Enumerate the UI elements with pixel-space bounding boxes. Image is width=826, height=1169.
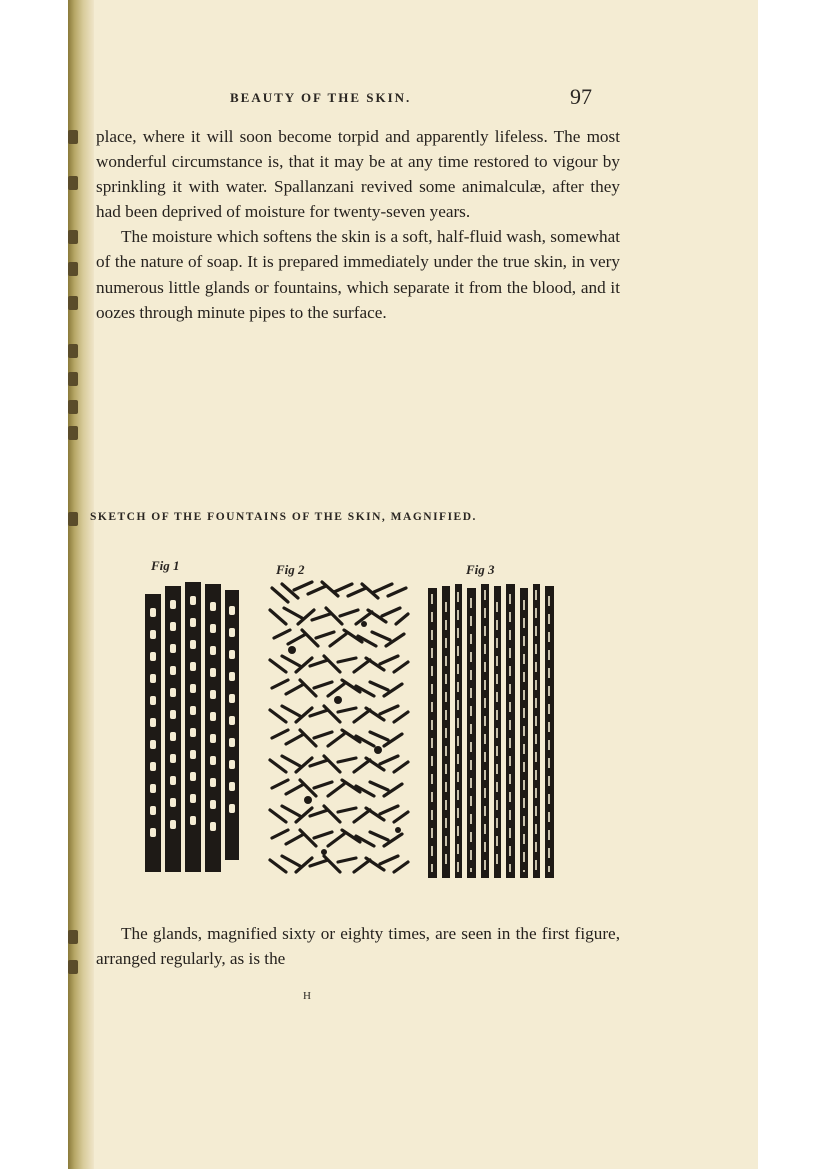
running-head: BEAUTY OF THE SKIN. bbox=[230, 90, 412, 105]
spine-mark bbox=[68, 930, 78, 944]
figure-1-label: Fig 1 bbox=[151, 558, 180, 573]
spine-mark bbox=[68, 426, 78, 440]
spine-mark bbox=[68, 512, 78, 526]
spine-mark bbox=[68, 960, 78, 974]
plate-caption: SKETCH OF THE FOUNTAINS OF THE SKIN, MAGNIFIED. bbox=[90, 511, 477, 523]
figure-1-glands-illustration bbox=[141, 574, 251, 874]
continuation-text bbox=[96, 921, 620, 971]
paragraph: The glands, magnified sixty or eighty times, are seen in the first figure, arranged regularly, as is the bbox=[96, 924, 620, 969]
spine-mark bbox=[68, 344, 78, 358]
spine-mark bbox=[68, 230, 78, 244]
figure-2-glands-illustration bbox=[268, 580, 411, 876]
paragraph: place, where it will soon become torpid and apparently lifeless. The most wonderful circumstance is, that it may be at any time restored to vigour by sprinkling it with water. Spallanzani revived some animalculæ, after they had been deprived of moisture for twenty-seven years. bbox=[96, 127, 620, 222]
spine-mark bbox=[68, 176, 78, 190]
paragraph: The moisture which softens the skin is a soft, half-fluid wash, somewhat of the nature of soap. It is prepared immediately under the true skin, in very numerous little glands or fountains, which separate it from the blood, and it oozes through minute pipes to the surface. bbox=[96, 227, 620, 322]
page-spine-edge bbox=[68, 0, 94, 1169]
signature-mark: H bbox=[303, 990, 312, 1002]
spine-mark bbox=[68, 262, 78, 276]
book-page bbox=[68, 0, 758, 1169]
figure-3-label: Fig 3 bbox=[466, 562, 495, 577]
spine-mark bbox=[68, 296, 78, 310]
figure-2-label: Fig 2 bbox=[276, 562, 305, 577]
spine-mark bbox=[68, 130, 78, 144]
spine-mark bbox=[68, 372, 78, 386]
spine-mark bbox=[68, 400, 78, 414]
body-text bbox=[96, 124, 620, 325]
figure-3-glands-illustration bbox=[426, 582, 564, 878]
page-number: 97 bbox=[570, 84, 592, 109]
page-header bbox=[68, 84, 758, 110]
